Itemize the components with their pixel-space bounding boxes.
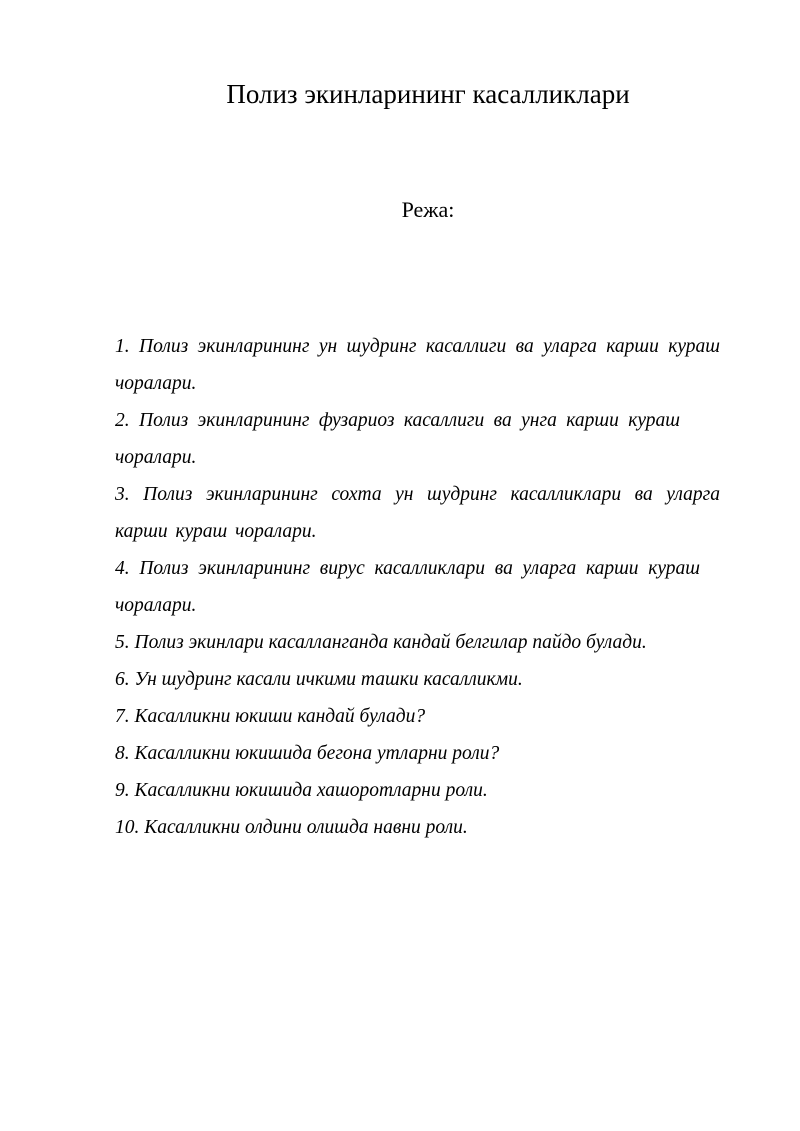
plan-item-5: 5. Полиз экинлари касалланганда кандай белгилар пайдо булади. xyxy=(115,632,647,653)
plan-item-6: 6. Ун шудринг касали ичкими ташки касалликми. xyxy=(115,669,523,690)
plan-item-9: 9. Касалликни юкишида хашоротларни роли. xyxy=(115,780,488,801)
plan-item-2: 2. Полиз экинларининг фузариоз касаллиги ва унга карши кураш чоралари. xyxy=(115,410,680,468)
plan-list xyxy=(115,328,720,846)
plan-item-10: 10. Касалликни олдини олишда навни роли. xyxy=(115,817,468,838)
plan-item-3: 3. Полиз экинларининг сохта ун шудринг касалликлари ва уларга карши кураш чоралари. xyxy=(115,484,720,542)
document-title: Полиз экинларининг касалликлари xyxy=(226,79,630,109)
plan-item-8: 8. Касалликни юкишида бегона утларни роли? xyxy=(115,743,500,764)
plan-item-7: 7. Касалликни юкиши кандай булади? xyxy=(115,706,426,727)
plan-heading: Режа: xyxy=(401,197,455,222)
plan-item-4: 4. Полиз экинларининг вирус касалликлари ва уларга карши кураш чоралари. xyxy=(115,558,700,616)
plan-item-1: 1. Полиз экинларининг ун шудринг касаллиги ва уларга карши кураш чоралари. xyxy=(115,336,720,394)
